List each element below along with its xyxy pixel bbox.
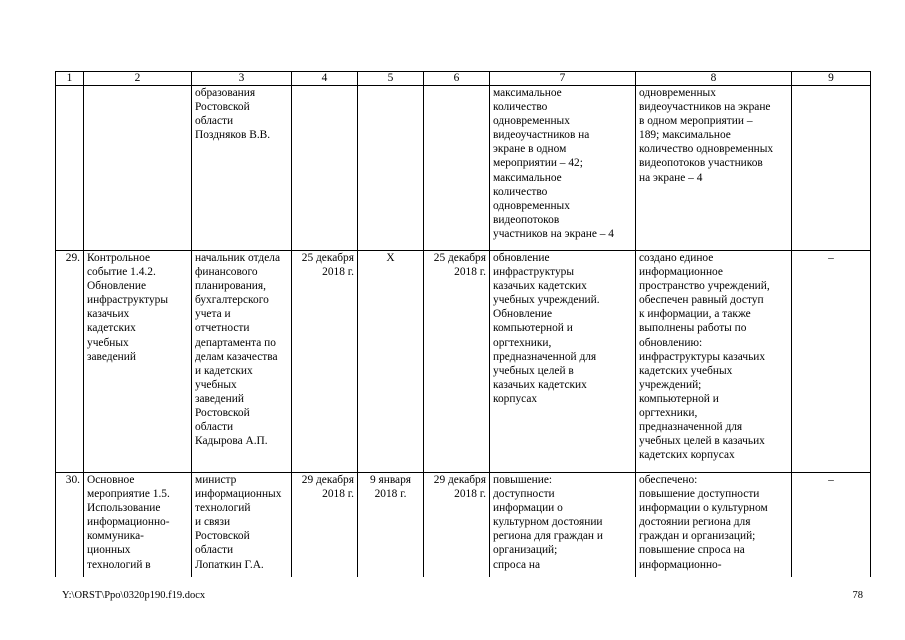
event-name <box>84 86 192 251</box>
deviation-reasons <box>792 86 871 251</box>
table-row <box>56 251 871 473</box>
header-row <box>56 72 871 86</box>
expected-result: максимальное количество одновременных видеоучастников на экране в одном мероприятии – 42; максимальное количество одновременных видеопотоков участников на экране – 4 <box>490 86 636 251</box>
header-cell-6: 6 <box>424 72 490 86</box>
responsible-person: начальник отдела финансового планирования, бухгалтерского учета и отчетности департамента по делам казачества и кадетских учебных заведений Ростовской области Кадырова А.П. <box>192 251 292 473</box>
event-name: Контрольное событие 1.4.2. Обновление инфраструктуры казачьих кадетских учебных заведений <box>84 251 192 473</box>
header-cell-7: 7 <box>490 72 636 86</box>
header-cell-2: 2 <box>84 72 192 86</box>
header-cell-3: 3 <box>192 72 292 86</box>
actual-start-date: Х <box>358 251 424 473</box>
actual-end-date <box>424 86 490 251</box>
actual-result: обеспечено: повышение доступности информации о культурном достоянии региона для граждан и организаций; повышение спроса на информационно- <box>636 473 792 577</box>
planned-date <box>292 86 358 251</box>
header-cell-9: 9 <box>792 72 871 86</box>
actual-start-date: 9 января 2018 г. <box>358 473 424 577</box>
table-row <box>56 473 871 577</box>
header-cell-4: 4 <box>292 72 358 86</box>
expected-result: обновление инфраструктуры казачьих кадетских учебных учреждений. Обновление компьютерной и оргтехники, предназначенной для учебных целей в казачьих кадетских корпусах <box>490 251 636 473</box>
header-cell-5: 5 <box>358 72 424 86</box>
actual-result: создано единое информационное пространство учреждений, обеспечен равный доступ к информации, а также выполнены работы по обновлению: инфраструктуры казачьих кадетских учебных учреждений; компьютерной и оргтехники, предназначенной для учебных целей в казачьих кадетских корпусах <box>636 251 792 473</box>
row-number <box>56 86 84 251</box>
document-table <box>55 71 871 577</box>
row-number: 30. <box>56 473 84 577</box>
row-number: 29. <box>56 251 84 473</box>
planned-date: 25 декабря 2018 г. <box>292 251 358 473</box>
page-number: 78 <box>852 590 863 601</box>
expected-result: повышение: доступности информации о культурном достоянии региона для граждан и организаций; спроса на <box>490 473 636 577</box>
deviation-reasons: – <box>792 251 871 473</box>
actual-result: одновременных видеоучастников на экране в одном мероприятии – 189; максимальное количество одновременных видеопотоков участников на экране – 4 <box>636 86 792 251</box>
deviation-reasons: – <box>792 473 871 577</box>
actual-start-date <box>358 86 424 251</box>
table-row <box>56 86 871 251</box>
responsible-person: образования Ростовской области Поздняков В.В. <box>192 86 292 251</box>
event-name: Основное мероприятие 1.5. Использование информационно- коммуника- ционных технологий в <box>84 473 192 577</box>
actual-end-date: 29 декабря 2018 г. <box>424 473 490 577</box>
header-cell-1: 1 <box>56 72 84 86</box>
actual-end-date: 25 декабря 2018 г. <box>424 251 490 473</box>
planned-date: 29 декабря 2018 г. <box>292 473 358 577</box>
responsible-person: министр информационных технологий и связи Ростовской области Лопаткин Г.А. <box>192 473 292 577</box>
header-cell-8: 8 <box>636 72 792 86</box>
footer-file-path: Y:\ORST\Ppo\0320p190.f19.docx <box>62 590 206 601</box>
